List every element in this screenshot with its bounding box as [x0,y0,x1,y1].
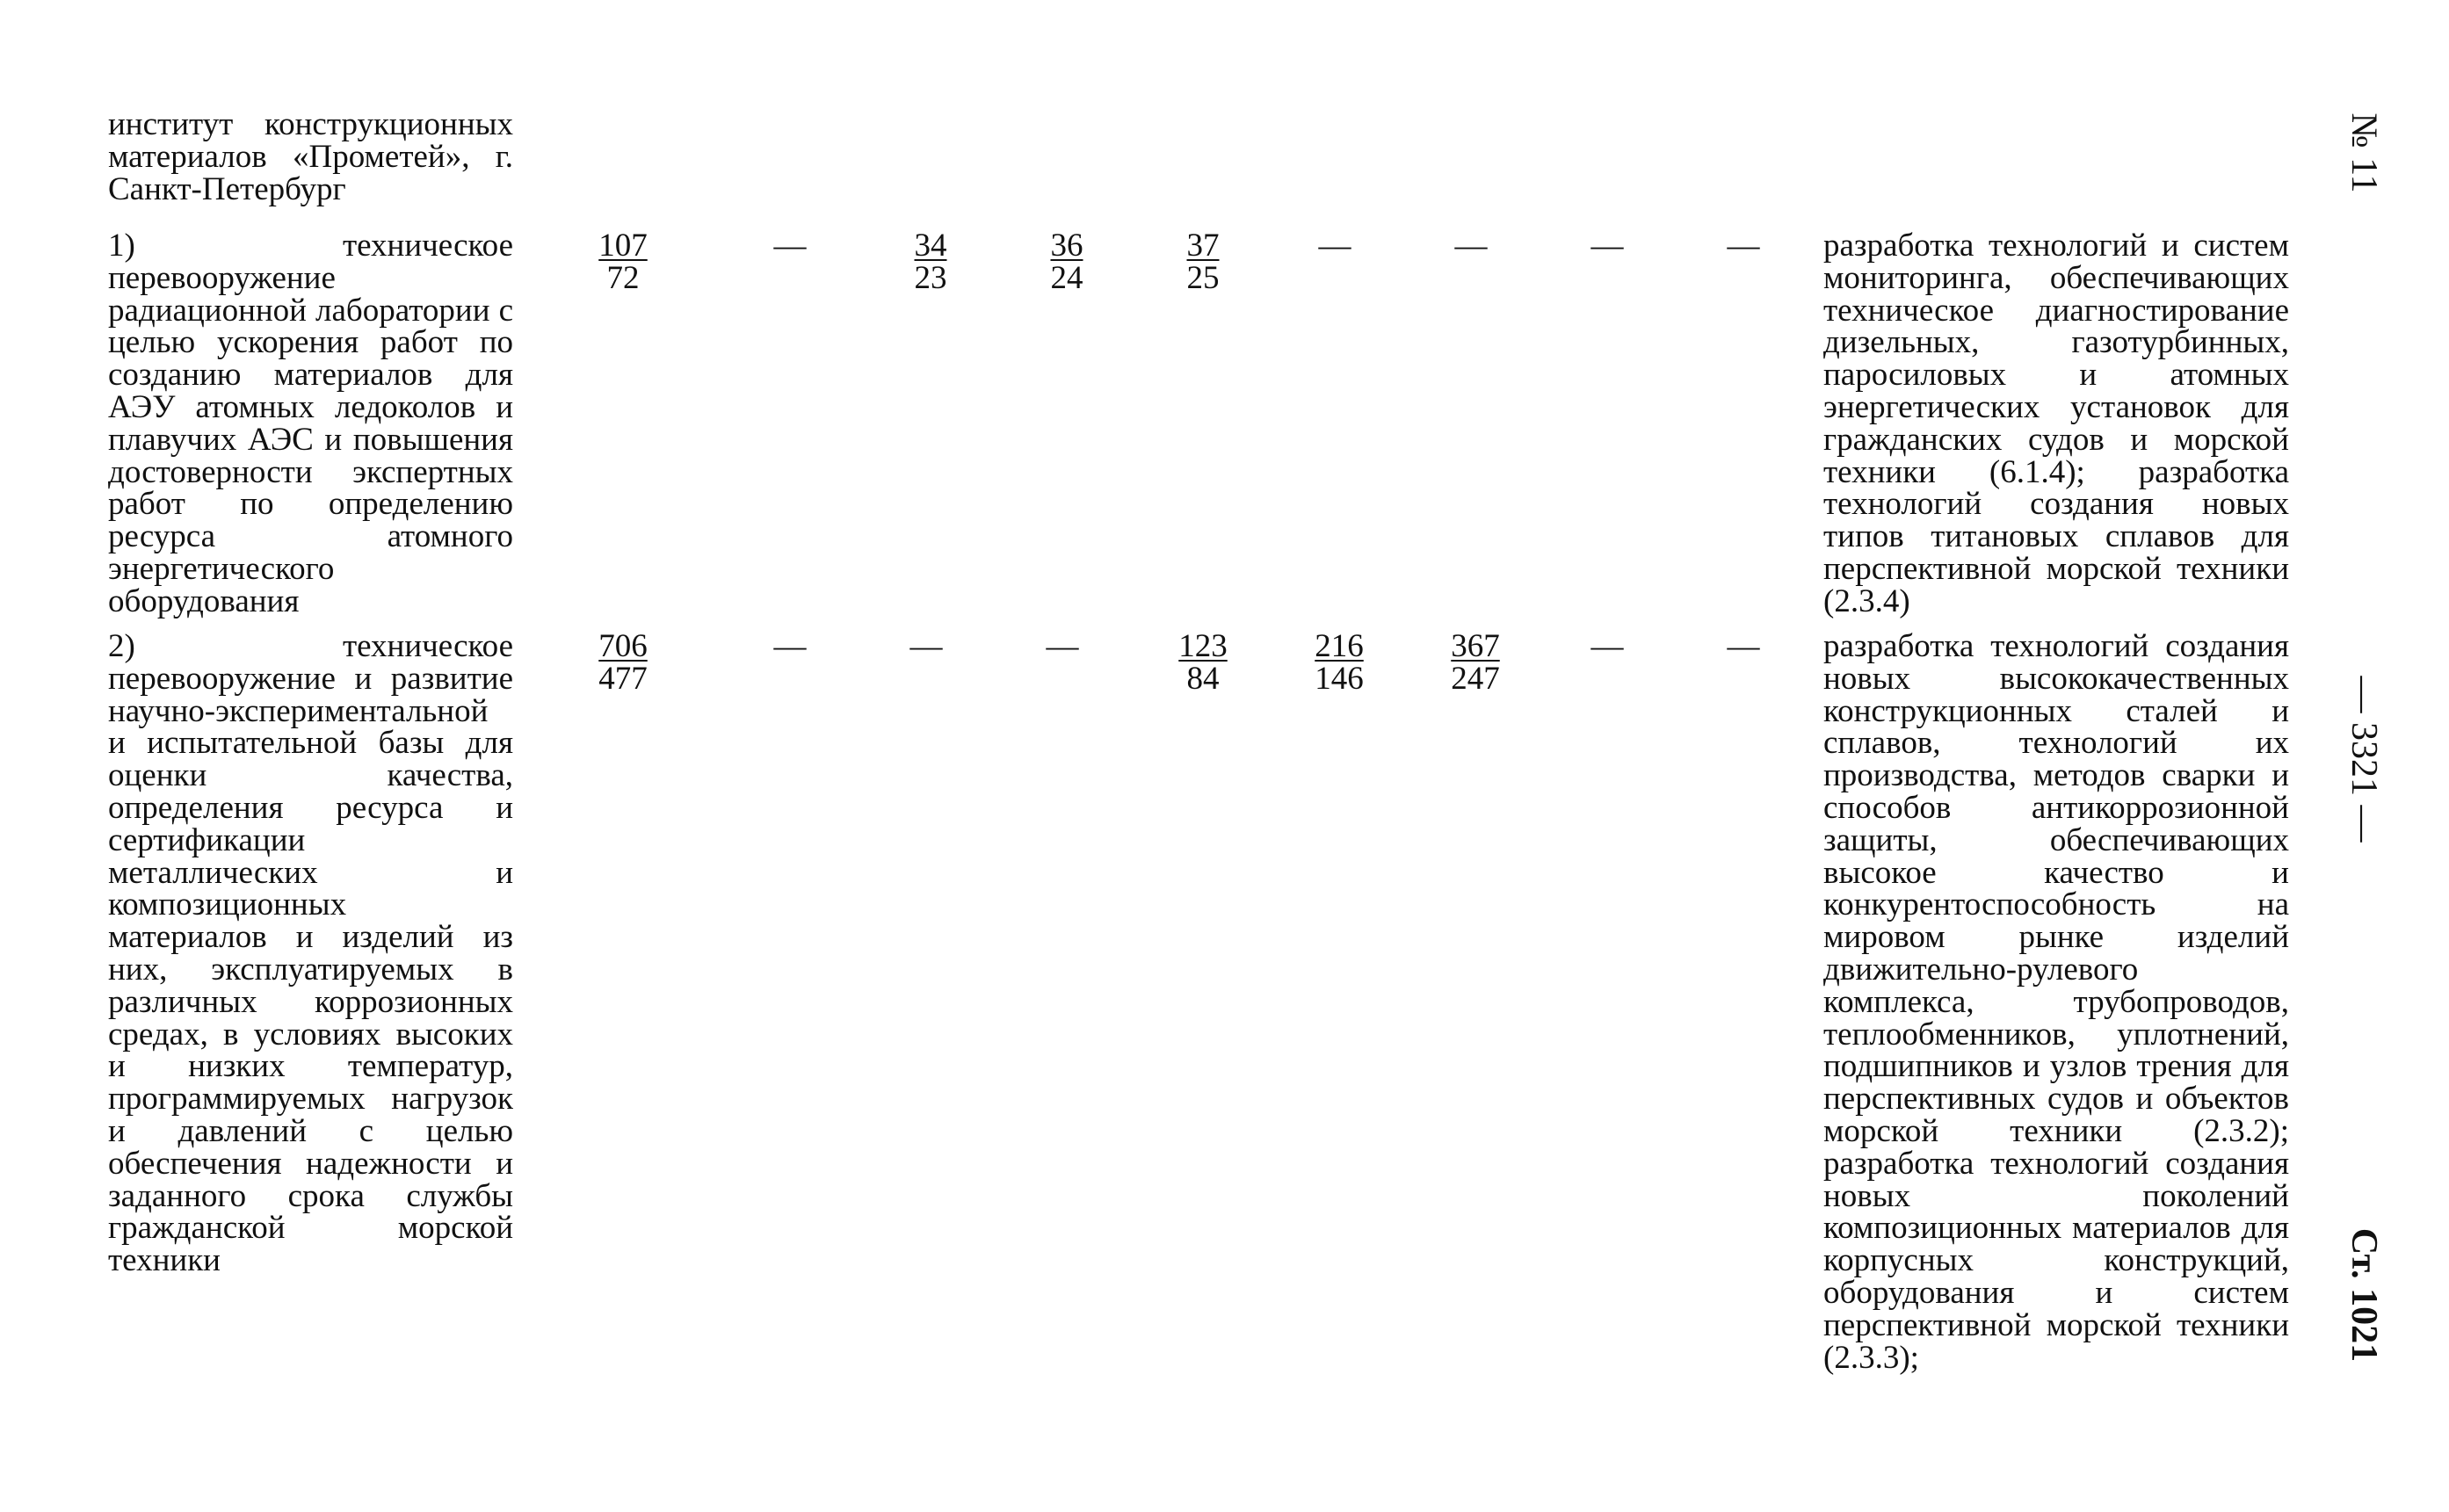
row-2-col-7-denominator: 247 [1451,660,1500,697]
row-2-col-3-empty: — [909,628,943,664]
row-1-col-1-denominator: 72 [606,259,640,296]
row-1-col-1-numerator: 107 [598,228,648,264]
row-2-col-5-denominator: 84 [1186,660,1220,697]
row-1-col-3-value [882,230,979,295]
row-1-col-5-value [1155,230,1251,295]
row-1-col-5-numerator: 37 [1186,228,1220,264]
row-2-col-8-empty: — [1590,628,1624,664]
row-2-col-2-empty: — [773,628,807,664]
row-1-col-4-value [1018,230,1115,295]
row-1-col-8-empty: — [1590,228,1624,264]
row-1-description: 1) техническое перевооружение радиационной лаборатории с целью ускорения работ по созданию материалов для АЭУ атомных ледоколов и плавучих АЭС и повышения достоверности экспертных работ по определению ресурса атомного энергетического оборудования [108,228,513,619]
row-1-col-5-denominator: 25 [1186,259,1220,296]
row-1-col-4-numerator: 36 [1050,228,1083,264]
issue-number: № 11 [2344,112,2384,193]
row-2-col-9-empty: — [1727,628,1760,664]
row-1-col-4-denominator: 24 [1050,259,1083,296]
row-2-col-1-numerator: 706 [598,628,648,664]
row-1-col-6-empty: — [1318,228,1351,264]
row-1-col-2-empty: — [773,228,807,264]
row-2-col-7-numerator: 367 [1451,628,1500,664]
page-number: — 3321 — [2344,676,2384,843]
row-1-col-3-denominator: 23 [914,259,947,296]
row-2-col-5-numerator: 123 [1178,628,1228,664]
row-2-col-5-value [1155,628,1251,697]
row-1-purpose: разработка технологий и систем мониторинга, обеспечивающих техническое диагностирование дизельных, газотурбинных, паросиловых и атомных энергетических установок для гражданских судов и морской техники (6.1.4); разработка технологий создания новых типов титановых сплавов для перспективной морской техники (2.3.4) [1823,228,2289,619]
row-2-col-6-denominator: 146 [1315,660,1364,697]
row-1-col-1-value [575,230,671,295]
row-2-col-7-value [1427,628,1524,697]
row-1-col-9-empty: — [1727,228,1760,264]
row-2-col-6-numerator: 216 [1315,628,1364,664]
row-1-col-3-numerator: 34 [914,228,947,264]
row-2-description: 2) техническое перевооружение и развитие научно-экспериментальной и испытательной базы для оценки качества, определения ресурса и сертификации металлических и композиционных материалов и изделий из них, эксплуатируемых в различных коррозионных средах, в условиях высоких и низких температур, программируемых нагрузок и давлений с целью обеспечения надежности и заданного срока службы гражданской морской техники [108,628,513,1279]
row-2-col-4-empty: — [1046,628,1079,664]
organization-name: институт конструкционных материалов «Прометей», г. Санкт-Петербург [108,106,513,207]
row-1-col-7-empty: — [1454,228,1488,264]
row-2-purpose: разработка технологий создания новых высококачественных конструкционных сталей и сплавов, технологий их производства, методов сварки и способов антикоррозионной защиты, обеспечивающих высокое качество и конкурентоспособность на мировом рынке изделий движительно-рулевого комплекса, трубопроводов, теплообменников, уплотнений, подшипников и узлов трения для перспективных судов и объектов морской техники (2.3.2); разработка технологий создания новых поколений композиционных материалов для корпусных конструкций, оборудования и систем перспективной морской техники (2.3.3); [1823,628,2289,1376]
row-2-col-1-denominator: 477 [598,660,648,697]
article-number: Ст. 1021 [2344,1227,2384,1363]
row-2-col-1-value [575,628,671,697]
row-2-col-6-value [1291,628,1388,697]
running-header [2320,105,2408,1441]
